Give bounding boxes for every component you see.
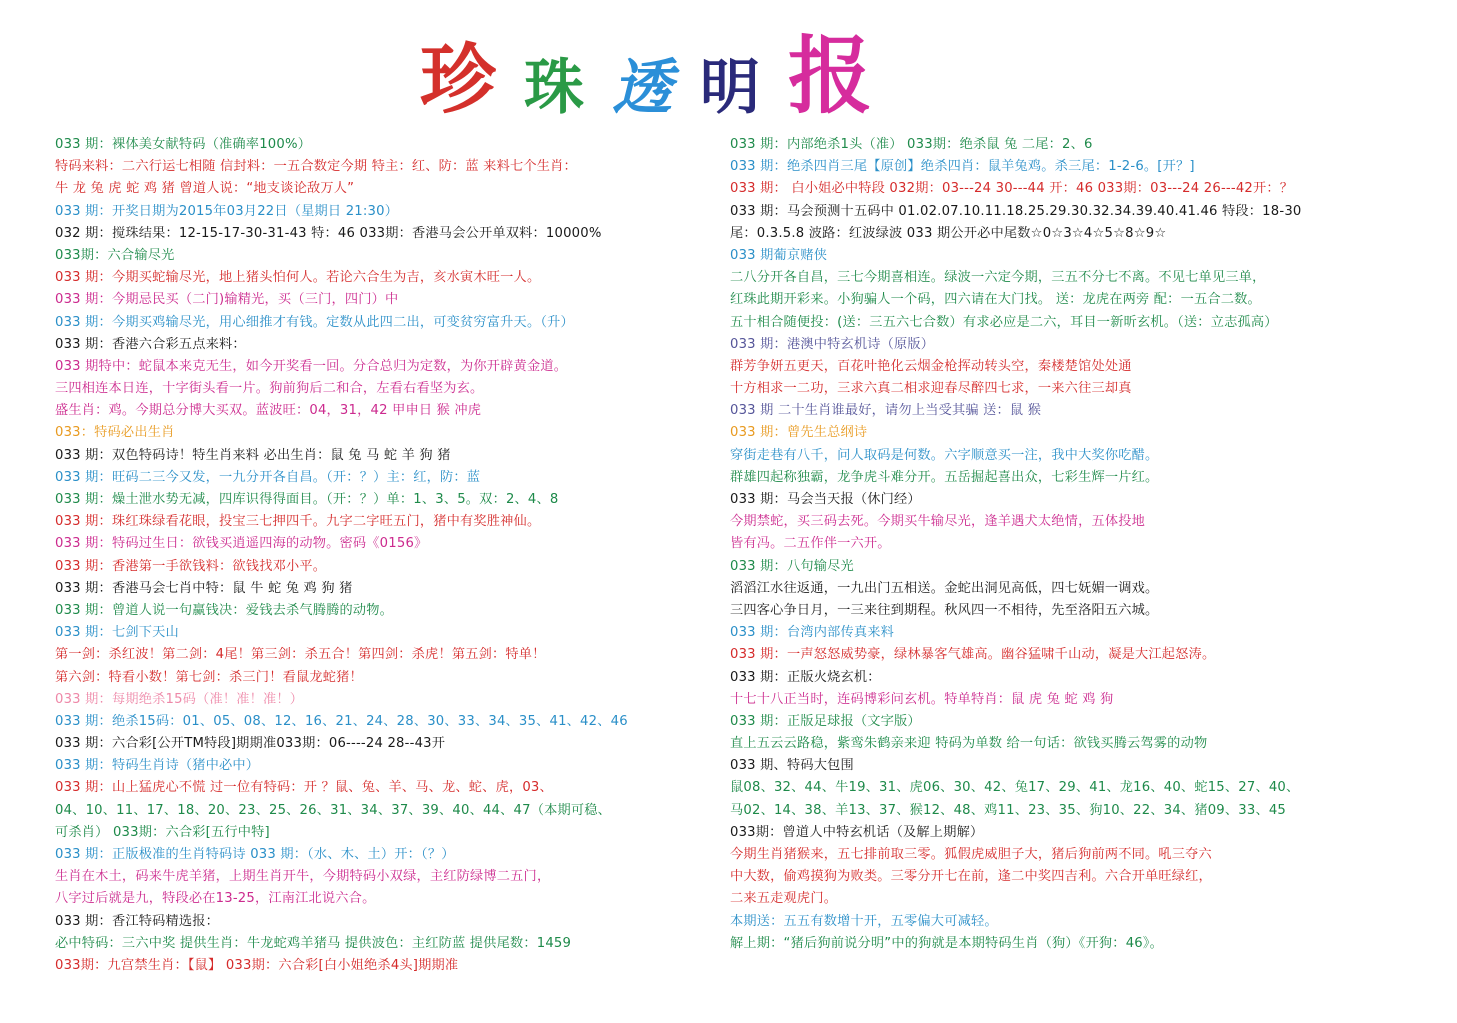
text-line: 033 期：六合彩[公开TM特段]期期准033期：06----24 28--43开 <box>55 736 446 752</box>
text-line: 033 期： 白小姐必中特段 032期：03---24 30---44 开：46 033期：03---24 26---42开：？ <box>730 181 1294 197</box>
text-line: 033 期：七剑下天山 <box>55 625 179 641</box>
text-line: 033 期：双色特码诗！特生肖来料 必出生肖：鼠 兔 马 蛇 羊 狗 猪 <box>55 447 451 463</box>
text-line: 第一剑：杀红波！第二剑：4尾！第三剑：杀五合！第四剑：杀虎！第五剑：特单！ <box>55 647 546 663</box>
text-line: 033 期：香港马会七肖中特：鼠 牛 蛇 兔 鸡 狗 猪 <box>55 580 353 596</box>
text-line: 皆有冯。二五作伴一六开。 <box>730 536 891 552</box>
text-line: 033 期：裸体美女献特码（准确率100%） <box>55 137 312 152</box>
text-line: 033期：九宫禁生肖：【鼠】 033期：六合彩[白小姐绝杀4头]期期准 <box>55 957 459 973</box>
text-line: 今期生肖猪猴来，五七排前取三零。狐假虎威胆子大，猪后狗前两不同。吼三夺六 <box>730 847 1212 862</box>
text-line: 群雄四起称独霸，龙争虎斗难分开。五岳掘起喜出众，七彩生辉一片红。 <box>730 469 1159 485</box>
text-line: 033 期特中：蛇鼠本来克无生，如今开奖看一回。分合总归为定数，为你开辟黄金道。 <box>55 358 568 374</box>
text-line: 033 期：开奖日期为2015年03月22日（星期日 21:30） <box>55 203 399 219</box>
text-line: 04、10、11、17、18、20、23、25、26、31、34、37、39、40、44、47（本期可稳、 <box>55 802 612 818</box>
text-line: 033 期：香港六合彩五点来料： <box>55 336 246 352</box>
title-char-1: 珍 <box>420 35 496 124</box>
page-title <box>420 26 900 125</box>
text-line: 033 期葡京赌侠 <box>730 247 828 263</box>
text-line: 033 期 二十生肖谁最好，请勿上当受其骗 送：鼠 猴 <box>730 403 1042 419</box>
right-column <box>730 134 1430 955</box>
title-char-5: 报 <box>788 26 873 125</box>
text-line: 033 期：香港第一手欲钱料：欲钱找邓小平。 <box>55 558 327 574</box>
text-line: 可杀肖） 033期：六合彩[五行中特] <box>55 824 270 840</box>
title-char-4: 明 <box>700 53 760 123</box>
text-line: 中大数，偷鸡摸狗为败类。三零分开七在前，逢二中奖四吉利。六合开单旺绿红， <box>730 869 1212 885</box>
text-line: 二来五走观虎门。 <box>730 891 838 907</box>
text-line: 033 期：珠红珠绿看花眼，投宝三七押四千。九字二字旺五门，猪中有奖胜神仙。 <box>55 514 541 530</box>
text-line: 033 期：一声怒怒威势豪，绿林暴客气雄高。幽谷猛啸千山动，凝是大江起怒涛。 <box>730 647 1216 663</box>
text-line: 033：特码必出生肖 <box>55 425 175 441</box>
text-line: 生肖在木土，码来牛虎羊猪，上期生肖开牛，今期特码小双绿，主红防绿博二五门， <box>55 869 551 885</box>
text-line: 本期送：五五有数增十开，五零偏大可减轻。 <box>730 913 998 929</box>
text-line: 032 期：搅珠结果：12-15-17-30-31-43 特：46 033期：香港马会公开单双料：10000% <box>55 225 602 241</box>
text-line: 解上期：“猪后狗前说分明”中的狗就是本期特码生肖（狗）《开狗：46》。 <box>730 935 1164 951</box>
text-line: 二八分开各自昌，三七今期喜相连。绿波一六定今期，三五不分七不离。不见七单见三单， <box>730 270 1266 286</box>
text-line: 033 期：绝杀四肖三尾【原创】绝杀四肖：鼠羊兔鸡。杀三尾：1-2-6。[开？] <box>730 159 1195 175</box>
text-line: 第六剑：特看小数！第七剑：杀三门！看鼠龙蛇猪！ <box>55 669 363 685</box>
text-line: 033 期：港澳中特玄机诗（原版） <box>730 336 935 352</box>
text-line: 直上五云云路稳，紫鸾朱鹤亲来迎 特码为单数 给一句话：欲钱买腾云驾雾的动物 <box>730 736 1208 752</box>
text-line: 红珠此期开彩来。小狗骗人一个码，四六请在大门找。 送：龙虎在两旁 配：一五合二数。 <box>730 292 1261 308</box>
text-line: 必中特码：三六中奖 提供生肖：牛龙蛇鸡羊猪马 提供波色：主红防蓝 提供尾数：1459 <box>55 935 572 951</box>
text-line: 033 期：正版极准的生肖特码诗 033 期：（水、木、土）开：（？） <box>55 847 455 862</box>
text-line: 033 期：八句输尽光 <box>730 558 854 574</box>
text-line: 特码来料：二六行运七相随 信封料：一五合数定今期 特主：红、防：蓝 来料七个生肖： <box>55 159 577 175</box>
text-line: 五十相合随便投：(送：三五六七合数）有求必应是二六，耳目一新昕玄机。（送：立志孤高） <box>730 314 1278 330</box>
text-line: 牛 龙 兔 虎 蛇 鸡 猪 曾道人说：“地支谈论敌万人” <box>55 181 355 197</box>
text-line: 三四客心争日月，一三来往到期程。秋风四一不相待，先至洛阳五六城。 <box>730 602 1159 618</box>
text-line: 033 期：特码过生日：欲钱买逍遥四海的动物。密码《0156》 <box>55 536 428 552</box>
text-line: 群芳争妍五更天，百花叶艳化云烟金枪挥动转头空，秦楼楚馆处处通 <box>730 358 1132 374</box>
text-line: 尾：0.3.5.8 波路：红波绿波 033 期公开必中尾数☆0☆3☆4☆5☆8☆9☆ <box>730 225 1167 241</box>
text-line: 033 期：马会当天报（休门经） <box>730 492 921 507</box>
text-line: 033 期：马会预测十五码中 01.02.07.10.11.18.25.29.30.32.34.39.40.41.46 特段：18-30 <box>730 203 1302 219</box>
text-line: 033 期：山上猛虎心不慌 过一位有特码：开 ？鼠、兔、羊、马、龙、蛇、虎，03、 <box>55 780 553 796</box>
text-line: 033 期：特码生肖诗（猪中必中） <box>55 758 260 774</box>
text-line: 033 期：今期买鸡输尽光，用心细推才有钱。定数从此四二出，可变贫穷富升天。（升） <box>55 314 574 330</box>
text-line: 033 期：正版足球报（文字版） <box>730 713 921 729</box>
title-char-3: 透 <box>612 53 672 123</box>
text-line: 三四相连本日连，十字街头看一片。狗前狗后二和合，左看右看坚为玄。 <box>55 381 484 397</box>
text-line: 十七十八正当时，连码博彩问玄机。特单特肖：鼠 虎 兔 蛇 鸡 狗 <box>730 691 1114 707</box>
text-line: 033 期：旺码二三今又发，一九分开各自昌。（开：？）主：红，防：蓝 <box>55 469 481 485</box>
text-line: 033 期、特码大包围 <box>730 758 854 774</box>
text-line: 033 期：正版火烧玄机： <box>730 669 881 685</box>
text-line: 十方相求一二功，三求六真二相求迎春尽醉四七求，一来六往三却真 <box>730 381 1132 397</box>
text-line: 033 期：每期绝杀15码（准！准！准！） <box>55 691 304 707</box>
text-line: 033 期：曾先生总纲诗 <box>730 425 868 441</box>
left-column <box>55 134 715 977</box>
text-line: 穿街走巷有八千，问人取码是何数。六字顺意买一注，我中大奖你吃醋。 <box>730 447 1159 463</box>
text-line: 033 期：内部绝杀1头（准） 033期：绝杀鼠 兔 二尾：2、6 <box>730 137 1093 152</box>
text-line: 033期：六合输尽光 <box>55 247 175 263</box>
text-line: 盛生肖：鸡。今期总分博大买双。蓝波旺：04，31，42 甲申日 猴 冲虎 <box>55 403 482 419</box>
text-line: 马02、14、38、羊13、37、猴12、48、鸡11、23、35、狗10、22、34、猪09、33、45 <box>730 802 1287 818</box>
text-line: 鼠08、32、44、牛19、31、虎06、30、42、兔17、29、41、龙16、40、蛇15、27、40、 <box>730 780 1300 796</box>
text-line: 033 期：香江特码精选报： <box>55 913 220 929</box>
text-line: 今期禁蛇，买三码去死。今期买牛输尽光，逢羊遇犬太绝情，五体投地 <box>730 514 1146 530</box>
text-line: 滔滔江水往返通，一九出门五相送。金蛇出洞见高低，四七妩媚一调戏。 <box>730 580 1159 596</box>
text-line: 033 期：今期忌民买（二门)输精光，买（三门，四门）中 <box>55 292 399 308</box>
text-line: 033 期：台湾内部传真来料 <box>730 625 895 641</box>
title-char-2: 珠 <box>524 53 584 123</box>
text-line: 033期：曾道人中特玄机话（及解上期解） <box>730 824 984 840</box>
text-line: 033 期：今期买蛇输尽光，地上猪头怕何人。若论六合生为吉，亥水寅木旺一人。 <box>55 270 541 286</box>
text-line: 033 期：曾道人说一句赢钱决：爱钱去杀气腾腾的动物。 <box>55 602 394 618</box>
text-line: 八字过后就是九，特段必在13-25，江南江北说六合。 <box>55 891 376 907</box>
text-line: 033 期：绝杀15码：01、05、08、12、16、21、24、28、30、33、34、35、41、42、46 <box>55 713 628 729</box>
text-line: 033 期：燥土泄水势无减，四库识得得面目。（开：？）单：1、3、5。双：2、4、8 <box>55 492 559 507</box>
